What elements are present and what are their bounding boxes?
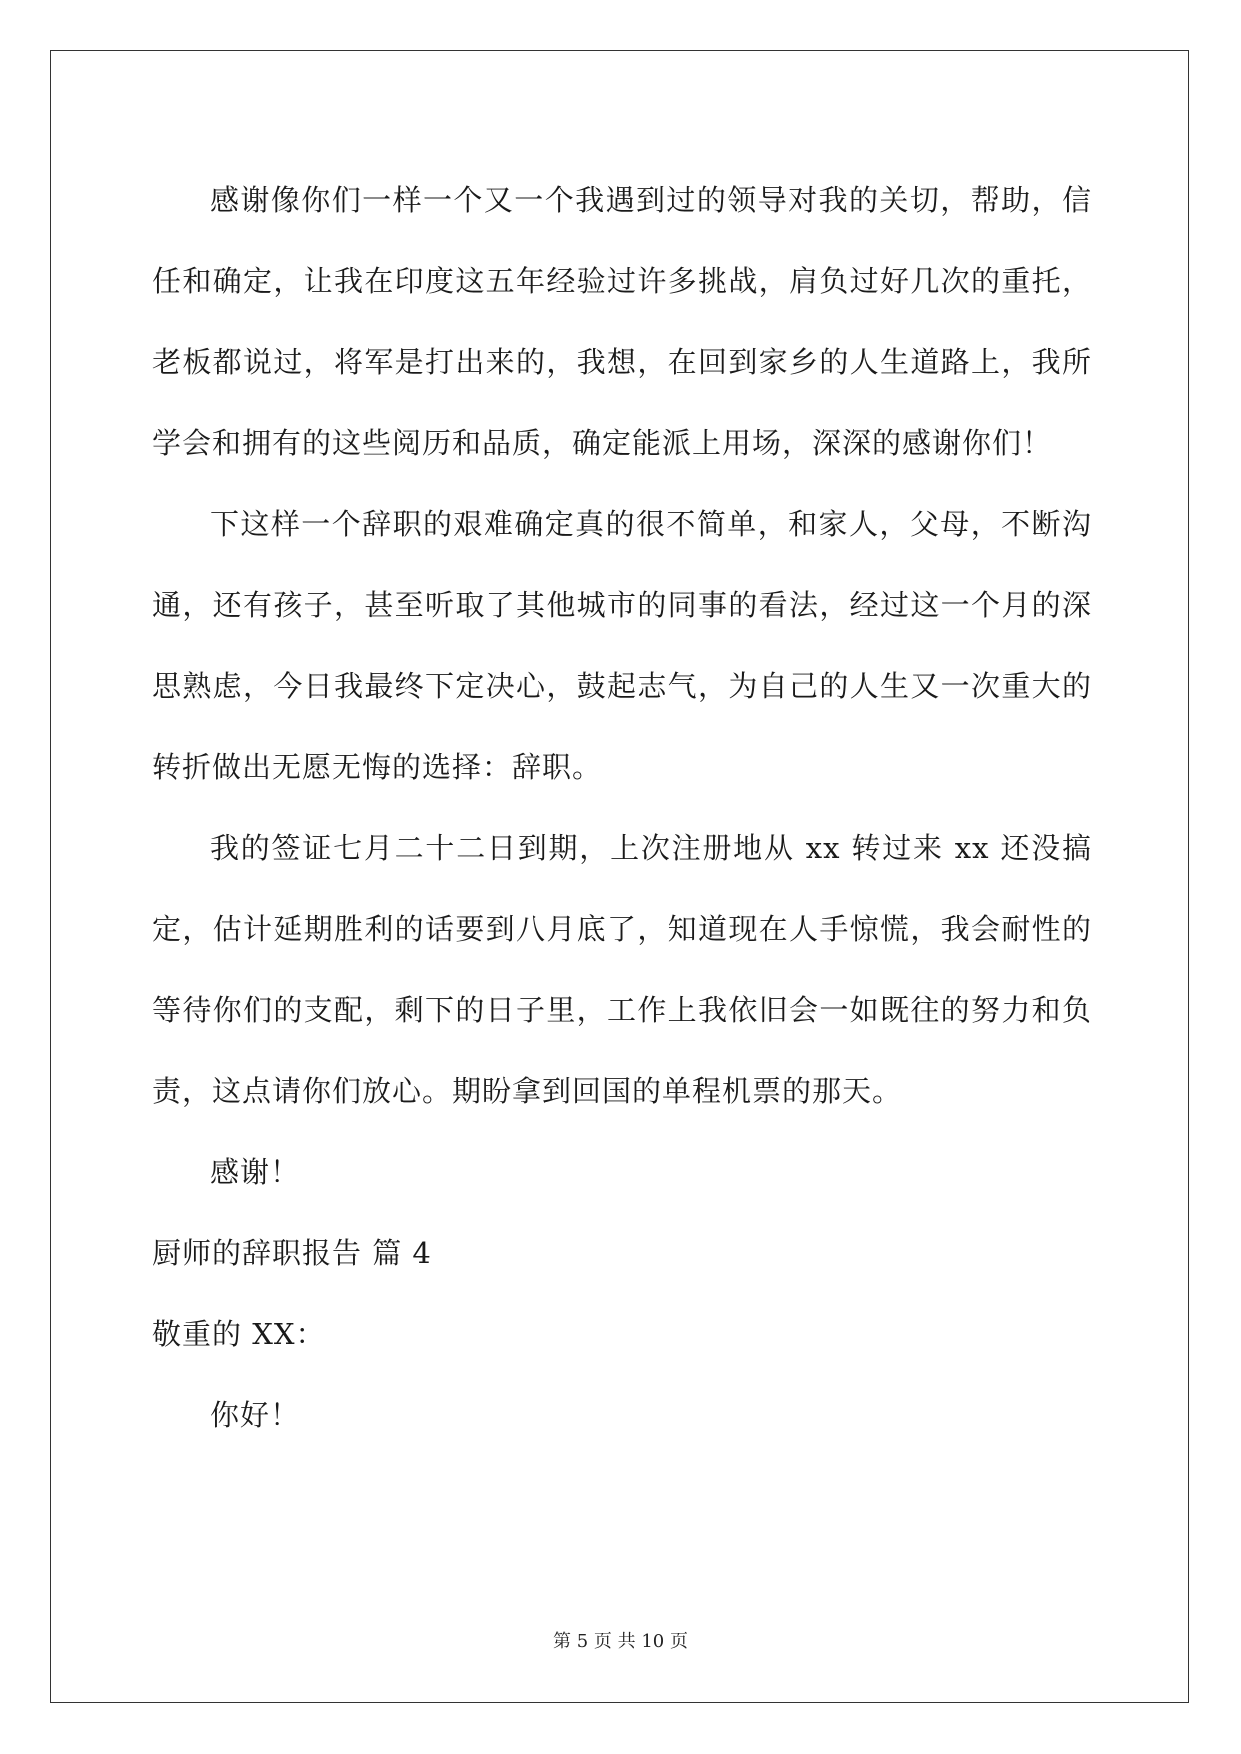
- greeting: 你好！: [210, 1398, 301, 1432]
- paragraph-resignation-decision: 下这样一个辞职的艰难确定真的很不简单，和家人，父母，不断沟通，还有孩子，甚至听取了其他城市的同事的看法，经过这一个月的深思熟虑，今日我最终下定决心，鼓起志气，为自己的人生又一次重大的转折做出无愿无悔的选择：辞职。: [152, 507, 1092, 784]
- section-title: 厨师的辞职报告 篇 4: [152, 1236, 432, 1270]
- paragraph-closing-thanks: 感谢！: [210, 1155, 301, 1189]
- document-body: [152, 160, 1092, 1456]
- paragraph-visa-expiry: 我的签证七月二十二日到期，上次注册地从 xx 转过来 xx 还没搞定，估计延期胜利的话要到八月底了，知道现在人手惊慌，我会耐性的等待你们的支配，剩下的日子里，工作上我依旧会一如既往的努力和负责，这点请你们放心。期盼拿到回国的单程机票的那天。: [152, 831, 1092, 1108]
- salutation: 敬重的 XX：: [152, 1317, 326, 1351]
- paragraph-thanks-leaders: 感谢像你们一样一个又一个我遇到过的领导对我的关切，帮助，信任和确定，让我在印度这五年经验过许多挑战，肩负过好几次的重托，老板都说过，将军是打出来的，我想，在回到家乡的人生道路上，我所学会和拥有的这些阅历和品质，确定能派上用场，深深的感谢你们！: [152, 183, 1092, 460]
- page-number-footer: 第 5 页 共 10 页: [553, 1631, 688, 1652]
